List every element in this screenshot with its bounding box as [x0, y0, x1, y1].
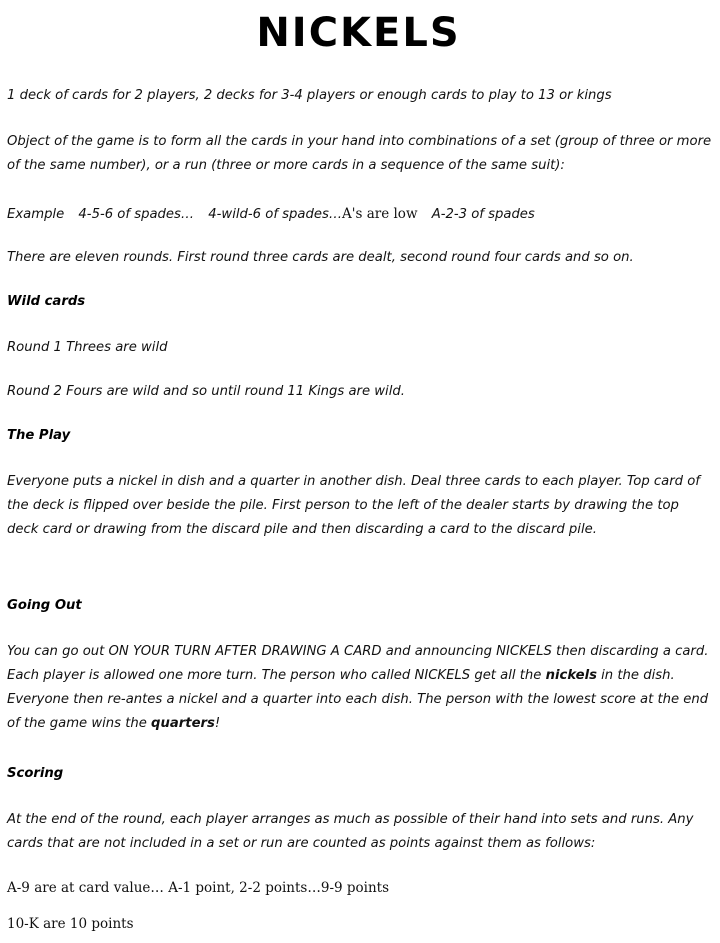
- going-out-text-2: and announcing: [381, 644, 497, 659]
- scoring-rule-10k: 10-K are 10 points: [7, 916, 134, 932]
- aces-low-note: A's are low: [342, 206, 418, 222]
- going-out-paragraph: [7, 640, 712, 736]
- going-out-text-5: in the dish. Everyone then re-antes a nickel and a quarter into each dish. The person with the lowest score at the end of the game wins the: [7, 668, 709, 731]
- example-line: [7, 202, 712, 227]
- scoring-rule-a9: A-9 are at card value… A-1 point, 2-2 points…9-9 points: [7, 880, 390, 896]
- going-out-text-6: !: [214, 716, 221, 731]
- going-out-text-1: You can go out: [7, 644, 109, 659]
- wild-round-2: Round 2 Fours are wild and so until round 11 Kings are wild.: [7, 384, 405, 399]
- wild-cards-heading: Wild cards: [7, 294, 86, 309]
- going-out-nickels-2: NICKELS: [414, 668, 471, 683]
- example-label: Example: [7, 207, 65, 222]
- example-run-2: 4-wild-6 of spades…: [208, 207, 343, 222]
- going-out-caps: ON YOUR TURN AFTER DRAWING A CARD: [108, 644, 382, 659]
- going-out-heading: Going Out: [7, 598, 82, 613]
- the-play-paragraph: Everyone puts a nickel in dish and a quarter in another dish. Deal three cards to each player. Top card of the deck is flipped over beside the pile. First person to the left of the dealer starts by drawing the top deck card or drawing from the discard pile and then discarding a card to the discard pile.: [7, 474, 700, 537]
- rounds-paragraph: There are eleven rounds. First round three cards are dealt, second round four cards and so on.: [7, 250, 634, 265]
- going-out-quarters-bold: quarters: [151, 716, 215, 731]
- going-out-text-4: get all the: [470, 668, 546, 683]
- going-out-text-3: then discarding a card. Each player is allowed one more turn. The person who called: [7, 644, 709, 683]
- object-paragraph: Object of the game is to form all the cards in your hand into combinations of a set (group of three or more of the same number), or a run (three or more cards in a sequence of the same suit):: [7, 134, 712, 173]
- example-run-3: A-2-3 of spades: [431, 207, 535, 222]
- intro-paragraph: 1 deck of cards for 2 players, 2 decks for 3-4 players or enough cards to play to 13 or kings: [7, 88, 612, 103]
- going-out-nickels-bold: nickels: [545, 668, 597, 683]
- example-run-1: 4-5-6 of spades…: [78, 207, 195, 222]
- going-out-nickels-1: NICKELS: [496, 644, 552, 659]
- page-title: NICKELS: [256, 10, 461, 56]
- the-play-heading: The Play: [7, 428, 71, 443]
- scoring-paragraph: At the end of the round, each player arranges as much as possible of their hand into sets and runs. Any cards that are not included in a set or run are counted as points against them as follows:: [7, 812, 694, 851]
- scoring-heading: Scoring: [7, 766, 64, 781]
- wild-round-1: Round 1 Threes are wild: [7, 340, 168, 355]
